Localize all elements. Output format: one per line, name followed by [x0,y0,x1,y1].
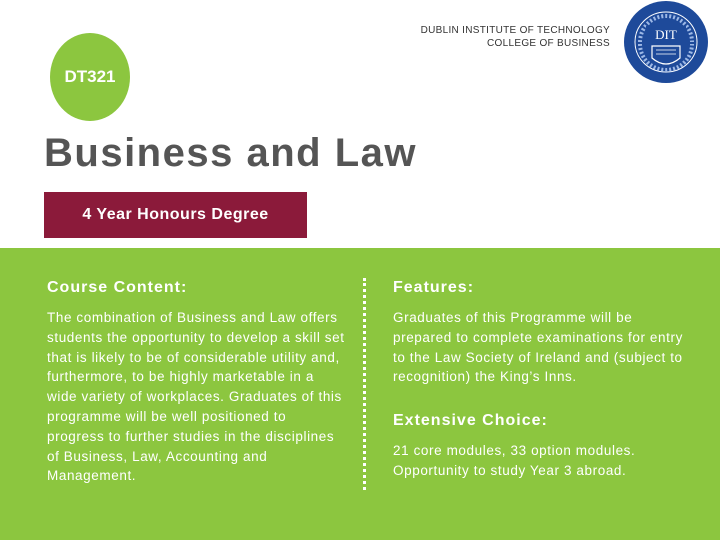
degree-banner [44,192,307,238]
college-line: COLLEGE OF BUSINESS [487,38,610,49]
institute-name [421,24,610,50]
course-content-heading: Course Content: [47,279,188,296]
extensive-choice-text: 21 core modules, 33 option modules. Opportunity to study Year 3 abroad. [393,443,636,478]
course-content-text: The combination of Business and Law offers students the opportunity to develop a skill set that is likely to be of considerable utility and, furthermore, to be highly marketable in a wide variety of workplaces. Graduates of this programme will be well positioned to progress to further studies in the disciplines of Business, Law, Accounting and Management. [47,310,345,484]
dit-logo-icon [622,0,710,86]
course-code: DT321 [64,67,116,86]
degree-label: 4 Year Honours Degree [82,206,269,223]
features-text: Graduates of this Programme will be prepared to complete examinations for entry to the Law Society of Ireland and (subject to recognition) the King’s Inns. [393,310,683,385]
column-divider [363,278,366,490]
features-section [393,278,693,481]
logo-text: DIT [655,27,677,42]
institute-line-1: DUBLIN INSTITUTE OF TECHNOLOGY [420,25,610,36]
page-title: Business and Law [44,131,417,175]
course-code-badge [50,33,130,121]
features-heading: Features: [393,279,475,296]
course-content-section [47,278,347,486]
extensive-choice-heading: Extensive Choice: [393,412,548,430]
